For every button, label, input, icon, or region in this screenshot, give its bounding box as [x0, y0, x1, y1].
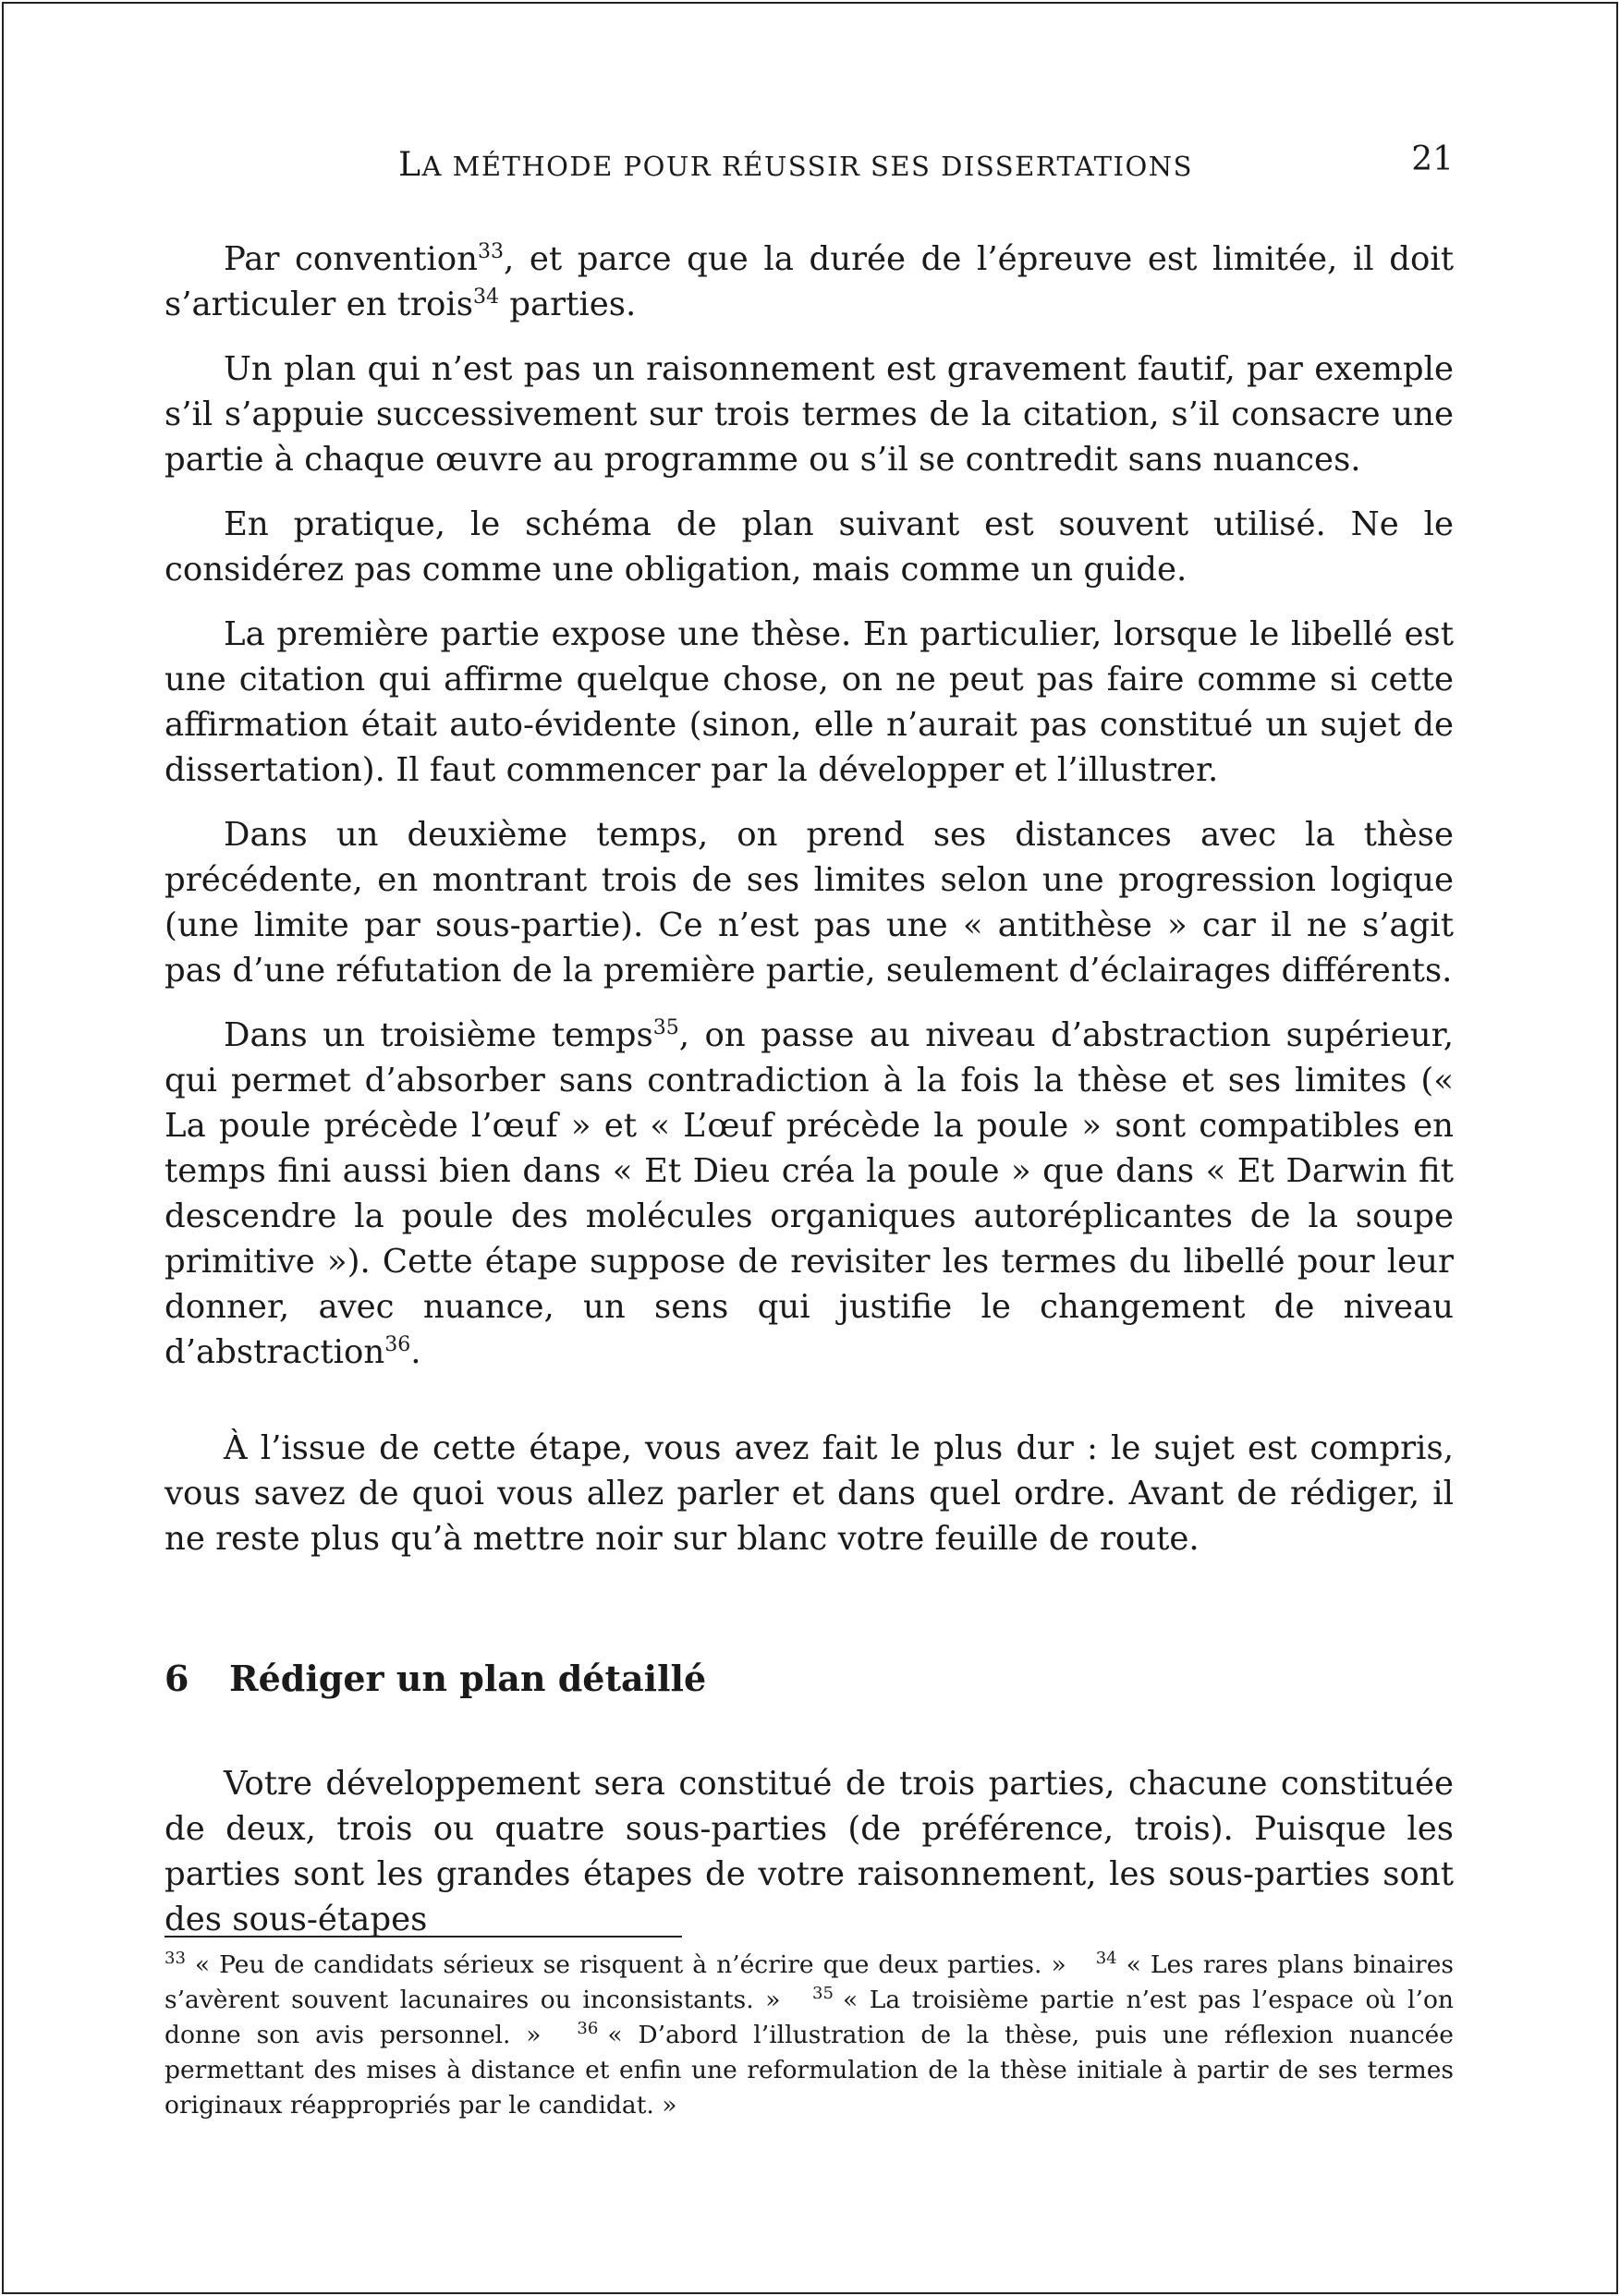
section-heading	[164, 1658, 1454, 1699]
section-number: 6	[164, 1658, 189, 1699]
paragraph-3: En pratique, le schéma de plan suivant est souvent utilisé. Ne le considérez pas comme une obligation, mais comme un guide.	[164, 505, 1454, 589]
body-text	[164, 237, 1454, 1581]
footnote-rule	[164, 1936, 682, 1938]
footnote-ref-33[interactable]: 33	[477, 240, 504, 264]
footnote-ref-36[interactable]: 36	[384, 1333, 411, 1357]
section-paragraph-1: Votre développement sera constitué de trois parties, chacune constituée de deux, trois ou quatre sous-parties (de préférence, trois). Puisque les parties sont les grandes étapes de votre raisonnement, les sous-parties sont des sous-étapes	[164, 1765, 1454, 1938]
running-title: LA MÉTHODE POUR RÉUSSIR SES DISSERTATIONS	[398, 146, 1193, 184]
paragraph-4: La première partie expose une thèse. En particulier, lorsque le libellé est une citation qui affirme quelque chose, on ne peut pas faire comme si cette affirmation était auto-évidente (sinon, elle n’aurait pas constitué un sujet de dissertation). Il faut commencer par la développer et l’illustrer.	[164, 615, 1454, 789]
footnote-ref-35[interactable]: 35	[652, 1016, 679, 1040]
paragraph-7: À l’issue de cette étape, vous avez fait le plus dur : le sujet est compris, vous savez de quoi vous allez parler et dans quel ordre. Avant de rédiger, il ne reste plus qu’à mettre noir sur blanc votre feuille de route.	[164, 1429, 1454, 1558]
footnote-34: $^{34}$ « Les rares plans binaires s’avèrent souvent lacunaires ou inconsistants. »	[164, 1949, 1454, 2014]
footnote-36: $^{36}$ « D’abord l’illustration de la thèse, puis une réflexion nuancée permettant des mises à distance et enfin une reformulation de la thèse initiale à partir de ses termes originaux réappropriés par le candidat. »	[164, 2019, 1454, 2120]
paragraph-2: Un plan qui n’est pas un raisonnement est gravement fautif, par exemple s’il s’appuie successivement sur trois termes de la citation, s’il consacre une partie à chaque œuvre au programme ou s’il se contredit sans nuances.	[164, 350, 1454, 479]
footnote-35: $^{35}$ « La troisième partie n’est pas l’espace où l’on donne son avis personnel. »	[164, 1984, 1454, 2049]
page-number: 21	[1411, 140, 1454, 178]
section-body	[164, 1761, 1454, 1942]
footnote-ref-34[interactable]: 34	[472, 285, 499, 310]
paragraph-5: Dans un deuxième temps, on prend ses distances avec la thèse précédente, en montrant trois de ses limites selon une progression logique (une limite par sous-partie). Ce n’est pas une « antithèse » car il ne s’agit pas d’une réfutation de la première partie, seulement d’éclairages différents.	[164, 816, 1454, 990]
section-title: Rédiger un plan détaillé	[229, 1658, 707, 1699]
running-header	[164, 140, 1454, 187]
paragraph-1: Par convention$^{33}$, et parce que la durée de l’épreuve est limitée, il doit s’articuler en trois$^{34}$ parties.	[164, 240, 1454, 323]
footnotes	[164, 1948, 1454, 2123]
footnote-33: $^{33}$ « Peu de candidats sérieux se risquent à n’écrire que deux parties. »	[164, 1949, 1066, 1979]
paragraph-6: Dans un troisième temps$^{35}$, on passe au niveau d’abstraction supérieur, qui permet d’absorber sans contradiction à la fois la thèse et ses limites (« La poule précède l’œuf » et « L’œuf précède la poule » sont compatibles en temps fini aussi bien dans « Et Dieu créa la poule » que dans « Et Darwin fit descendre la poule des molécules organiques autoréplicantes de la soupe primitive »). Cette étape suppose de revisiter les termes du libellé pour leur donner, avec nuance, un sens qui justifie le changement de niveau d’abstraction$^{36}$.	[164, 1016, 1454, 1371]
